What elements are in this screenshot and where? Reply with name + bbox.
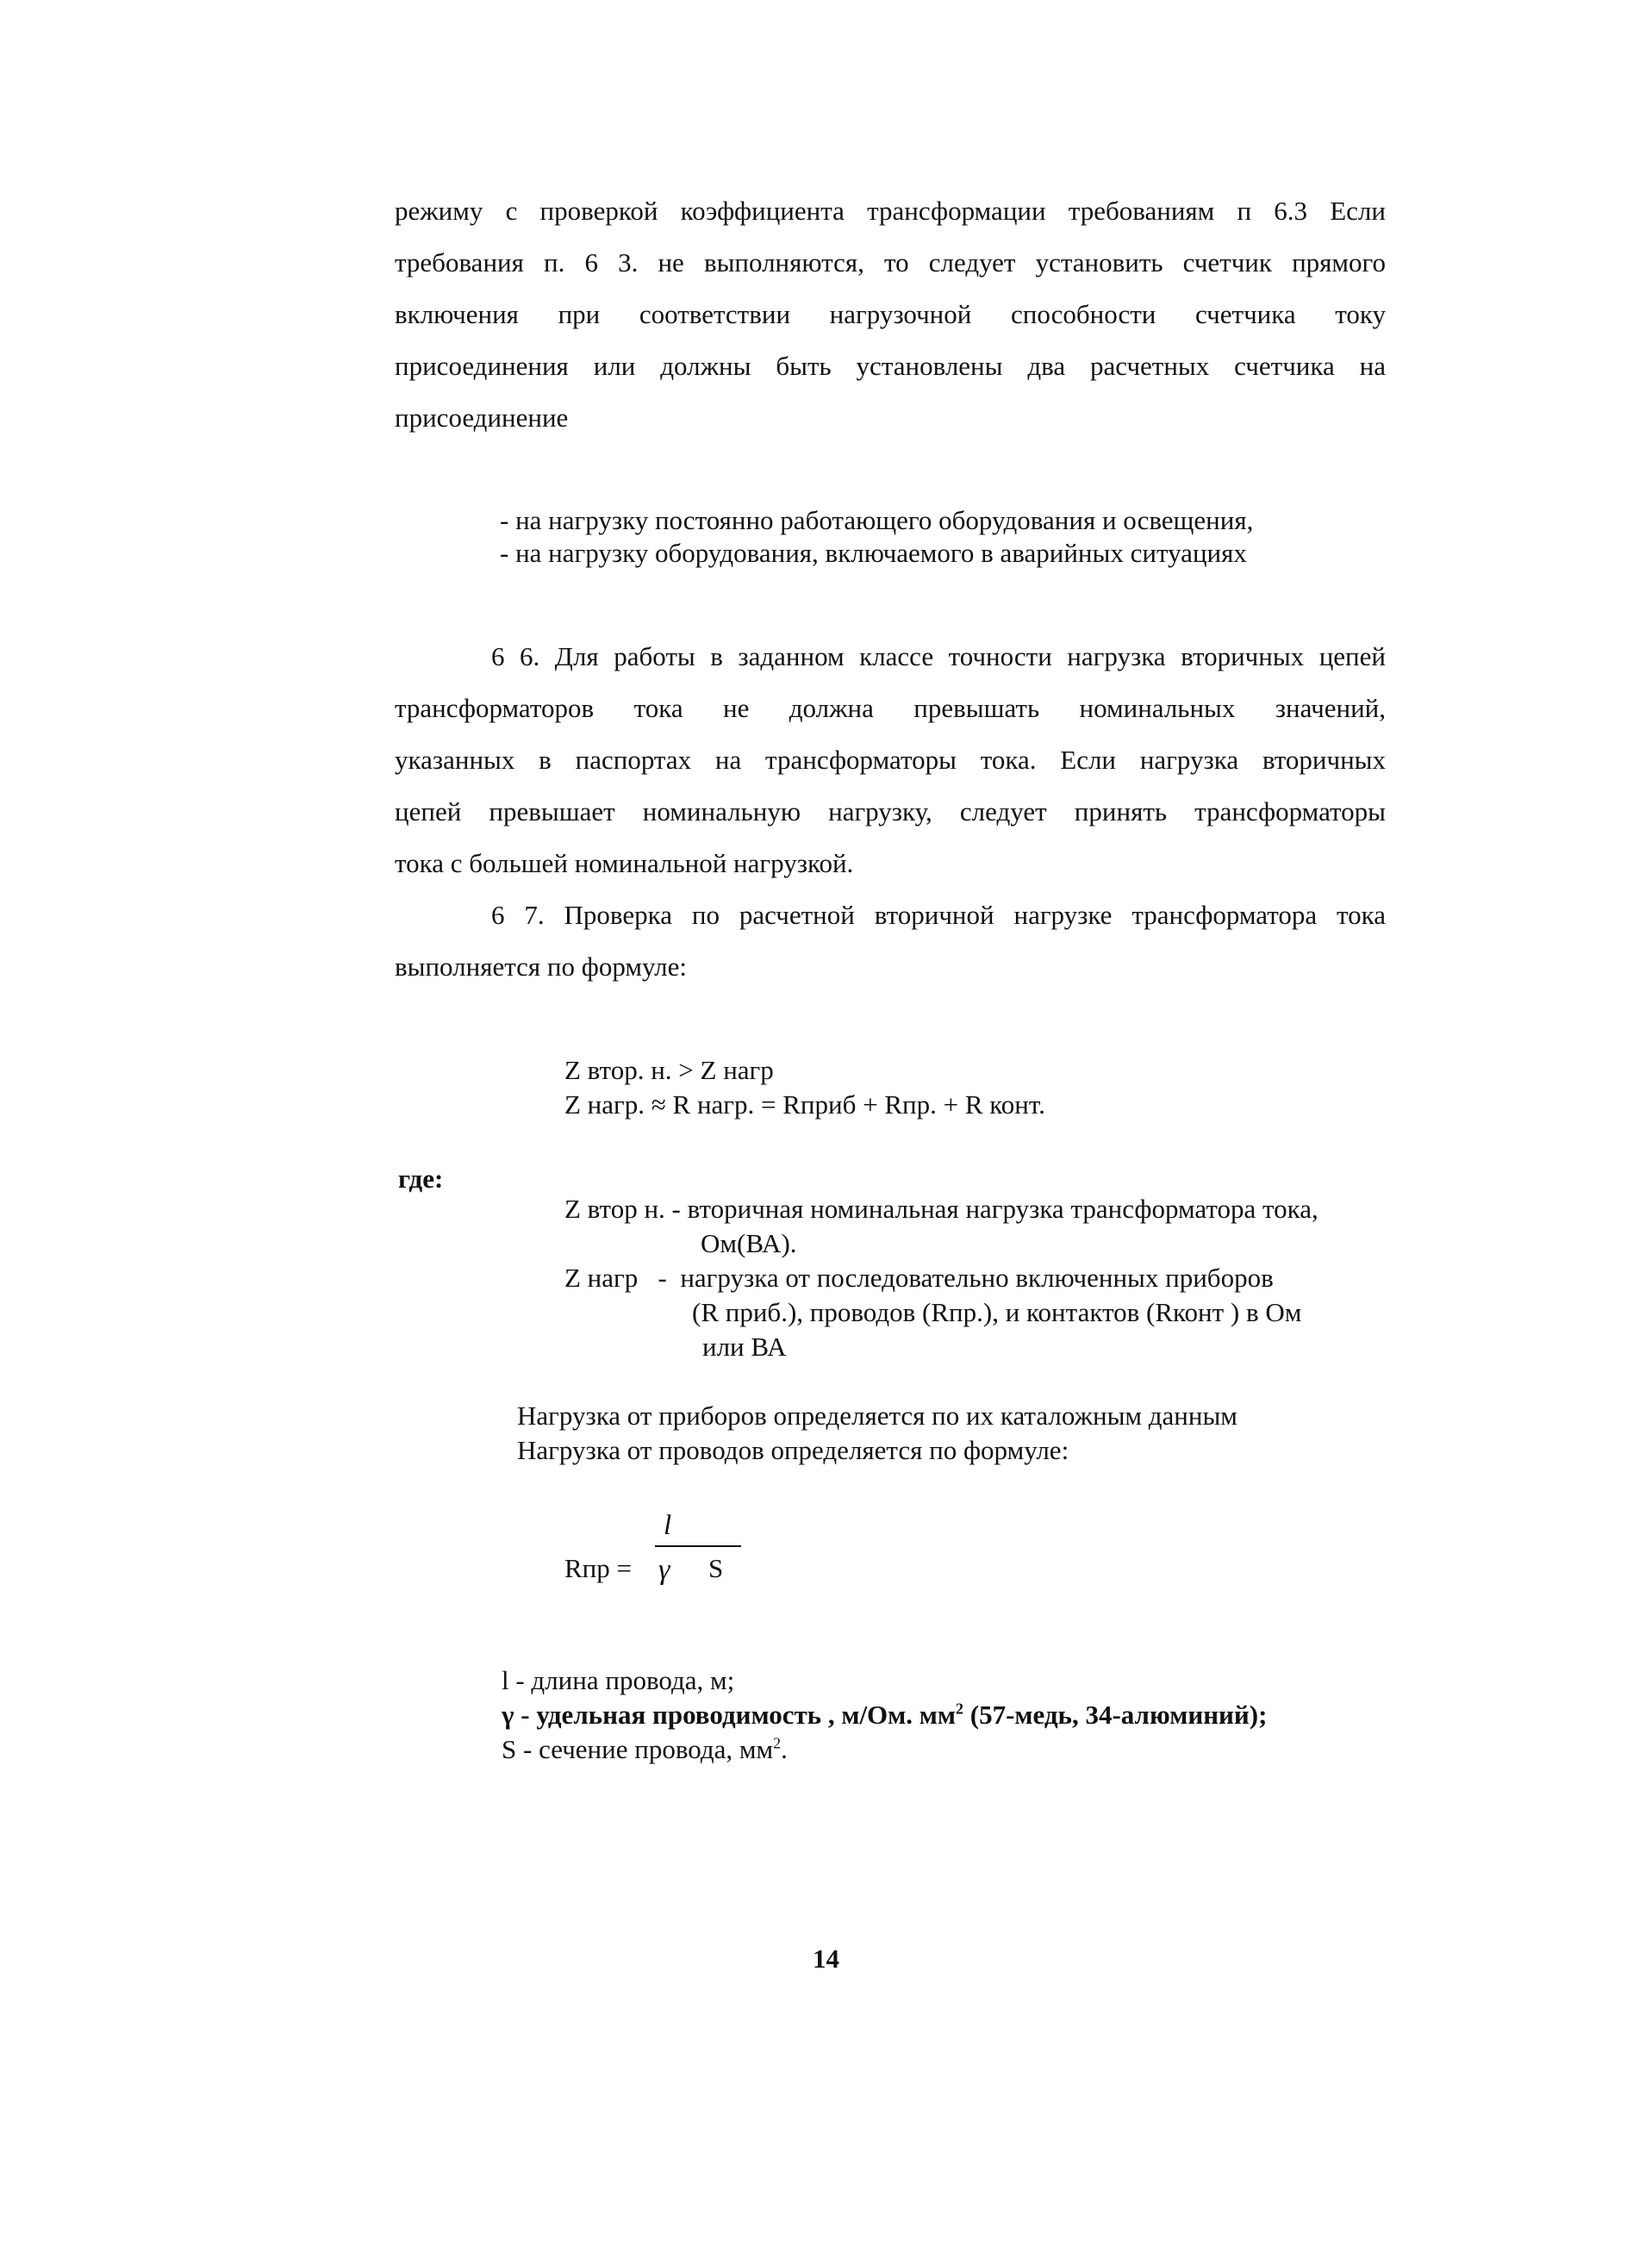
definition-line: Z нагр - нагрузка от последовательно включенных приборов [564,1263,1274,1293]
definition-line: Ом(ВА). [701,1228,797,1258]
page-number: 14 [813,1943,839,1974]
wire-formula-lhs: Rпр = [564,1553,632,1583]
definition-line: Z втор н. - вторичная номинальная нагрузка трансформатора тока, [564,1194,1318,1224]
section-6-6-paragraph [395,631,1386,889]
legend-line-length: l - длина провода, м; [502,1665,735,1695]
text-line: тока с большей номинальной нагрузкой. [395,848,854,878]
legend-list [502,1663,1267,1767]
wire-formula-denominator-s: S [708,1553,724,1583]
load-notes [517,1399,1237,1468]
note-line: Нагрузка от приборов определяется по их каталожным данным [517,1401,1237,1431]
wire-formula-numerator: l [664,1510,672,1541]
bullet-item: - на нагрузку постоянно работающего оборудования и освещения, [500,505,1254,535]
legend-line-section: S - сечение провода, $мм^2$. [502,1734,788,1764]
text-line: присоединения или должны быть установлены два расчетных счетчика на [395,351,1386,381]
text-line: трансформаторов тока не должна превышать номинальных значений, [395,693,1386,723]
definition-z-nagr [564,1261,1301,1364]
text-line: 6 6. Для работы в заданном классе точности нагрузка вторичных цепей [491,641,1386,671]
text-line: цепей превышает номинальную нагрузку, следует принять трансформаторы [395,796,1386,827]
text-line: режиму с проверкой коэффициента трансформации требованиям п 6.3 Если [395,196,1386,226]
text-line: указанных в паспортах на трансформаторы тока. Если нагрузка вторичных [395,745,1386,775]
text-line: 6 7. Проверка по расчетной вторичной нагрузке трансформатора тока [491,900,1386,930]
text-line: присоединение [395,402,569,433]
section-6-7-paragraph [395,889,1386,993]
bullet-list [500,504,1253,570]
text-line: требования п. 6 3. не выполняются, то следует установить счетчик прямого [395,247,1386,278]
wire-formula-denominator-gamma: γ [658,1554,670,1586]
intro-paragraph [395,185,1386,444]
text-line: выполняется по формуле: [395,951,687,982]
formula-block [564,1053,1045,1122]
note-line: Нагрузка от проводов определяется по формуле: [517,1435,1069,1465]
definition-line: или ВА [702,1332,787,1362]
formula-line: Z втор. н. > Z нагр [564,1055,774,1085]
definition-z-vtor [564,1192,1318,1261]
formula-line: Z нагр. ≈ R нагр. = Rприб + Rпр. + R конт. [564,1089,1045,1120]
legend-line-conductivity: γ - удельная проводимость , м/Ом. $мм^2$ (57-медь, 34-алюминий); [502,1700,1268,1730]
fraction-bar [655,1545,741,1547]
text-line: включения при соответствии нагрузочной способности счетчика току [395,299,1386,329]
bullet-item: - на нагрузку оборудования, включаемого в аварийных ситуациях [500,538,1247,568]
definition-line: (R приб.), проводов (Rпр.), и контактов (Rконт ) в Ом [692,1297,1302,1327]
where-label: где: [398,1164,444,1194]
